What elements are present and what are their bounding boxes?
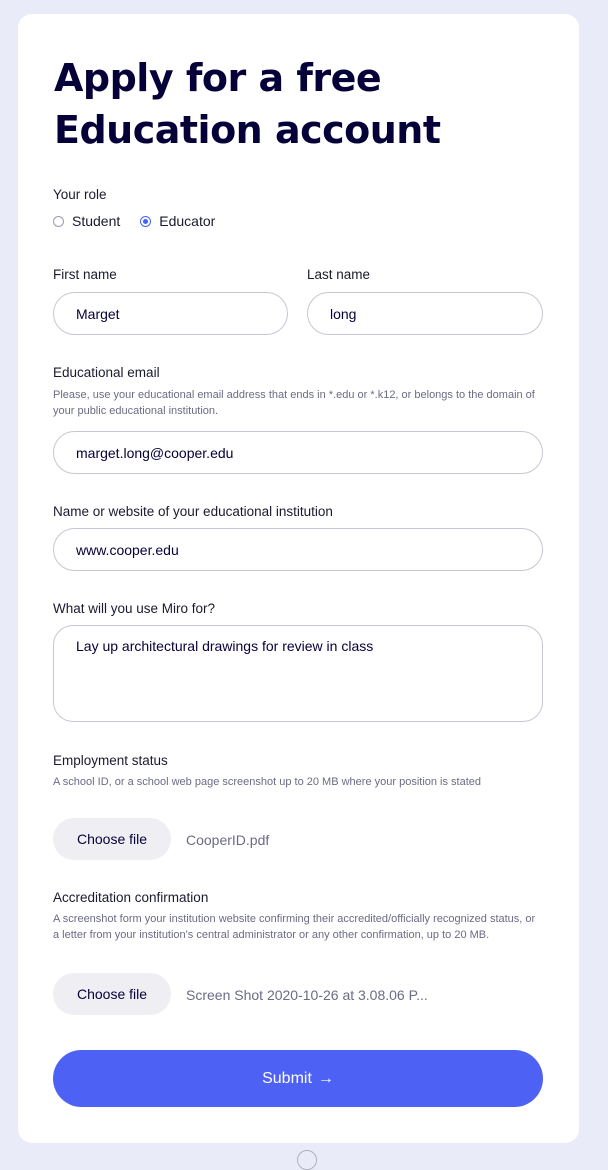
- accreditation-label: Accreditation confirmation: [53, 890, 209, 905]
- institution-input[interactable]: www.cooper.edu: [53, 528, 543, 571]
- educator-radio-label: Educator: [159, 213, 216, 229]
- employment-file-name: CooperID.pdf: [186, 832, 270, 848]
- email-help-text: Please, use your educational email address that ends in *.edu or *.k12, or belongs to the domain of your public educational institution.: [53, 389, 535, 417]
- last-name-input[interactable]: long: [307, 292, 543, 335]
- page-title: Apply for a free Education account: [54, 56, 441, 152]
- last-name-label: Last name: [307, 267, 371, 282]
- usage-textarea[interactable]: Lay up architectural drawings for review in class: [53, 625, 543, 722]
- employment-label: Employment status: [53, 753, 168, 768]
- institution-label: Name or website of your educational institution: [53, 504, 333, 519]
- first-name-input[interactable]: Marget: [53, 292, 288, 335]
- role-label: Your role: [53, 187, 107, 202]
- scroll-indicator-icon: [297, 1150, 317, 1170]
- first-name-label: First name: [53, 267, 117, 282]
- student-radio-label: Student: [72, 213, 121, 229]
- accreditation-help-text: A screenshot form your institution website confirming their accredited/officially recognized status, or a letter from your institution's central administrator or any other confirmation, up to 20 MB.: [53, 913, 536, 941]
- student-radio[interactable]: [53, 216, 64, 227]
- email-label: Educational email: [53, 365, 160, 380]
- accreditation-choose-file-button[interactable]: Choose file: [53, 973, 171, 1015]
- accreditation-file-name: Screen Shot 2020-10-26 at 3.08.06 P...: [186, 987, 428, 1003]
- educator-radio[interactable]: [140, 216, 151, 227]
- role-option-educator[interactable]: [140, 213, 215, 229]
- submit-button[interactable]: [53, 1050, 543, 1107]
- role-radio-group: [53, 213, 235, 229]
- employment-choose-file-button[interactable]: Choose file: [53, 818, 171, 860]
- submit-label: Submit: [262, 1069, 312, 1087]
- application-card: [18, 14, 579, 1143]
- employment-help-text: A school ID, or a school web page screenshot up to 20 MB where your position is stated: [53, 776, 482, 788]
- email-input[interactable]: marget.long@cooper.edu: [53, 431, 543, 474]
- arrow-right-icon: →: [317, 1069, 334, 1087]
- usage-label: What will you use Miro for?: [53, 601, 216, 616]
- role-option-student[interactable]: [53, 213, 120, 229]
